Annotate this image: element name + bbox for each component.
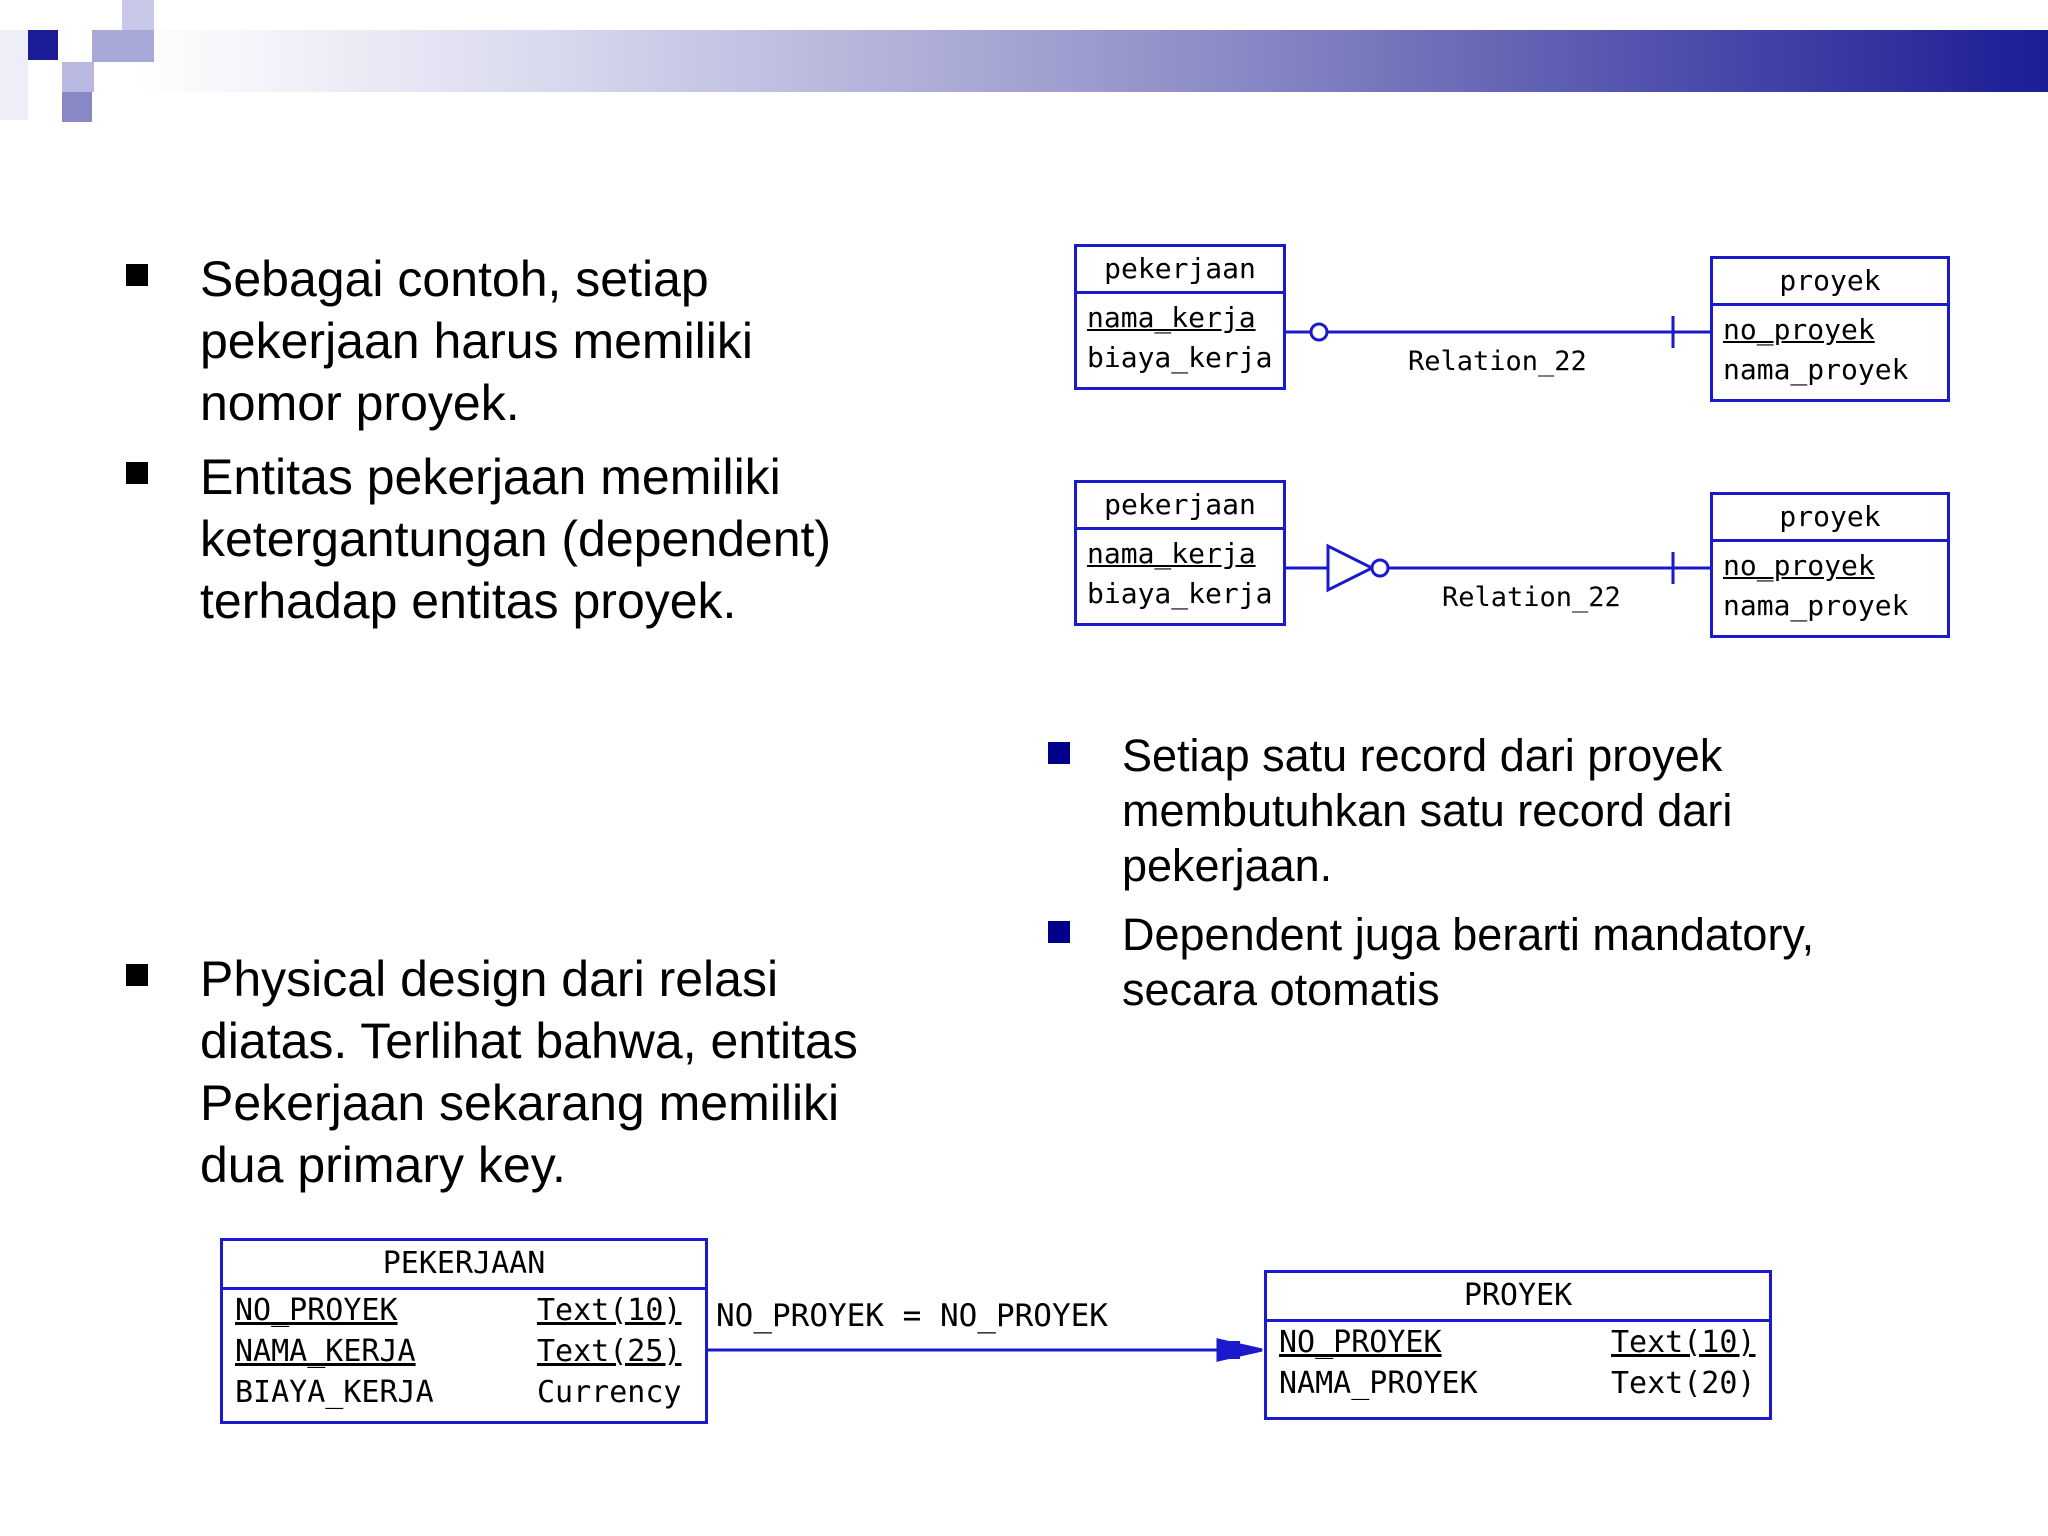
relation-label: Relation_22 — [1408, 346, 1587, 377]
bullet-item — [126, 446, 966, 632]
bullet-line: ketergantungan (dependent) — [200, 511, 832, 567]
physical-bullet — [126, 948, 986, 1196]
entity-attribute: nama_proyek — [1723, 353, 1909, 386]
table-proyek — [1264, 1270, 1772, 1420]
header-square-light — [122, 0, 154, 30]
bullet-line: terhadap entitas proyek. — [200, 573, 737, 629]
entity-title: proyek — [1713, 259, 1947, 306]
column-name: NAMA_KERJA — [235, 1334, 416, 1369]
column-type: Text(25) — [537, 1334, 682, 1369]
bullet-line: Entitas pekerjaan memiliki — [200, 449, 781, 505]
bullet-item — [126, 948, 986, 1196]
column-type: Text(10) — [1611, 1325, 1756, 1360]
column-name: NAMA_PROYEK — [1279, 1366, 1478, 1401]
bullet-line: Dependent juga berarti mandatory, — [1122, 909, 1815, 960]
column-type: Text(10) — [537, 1293, 682, 1328]
optional-circle-marker — [1372, 560, 1388, 576]
entity-title: pekerjaan — [1077, 483, 1283, 530]
bullet-line: nomor proyek. — [200, 375, 520, 431]
bullet-full-text — [0, 0, 1, 1]
bullet-line: Setiap satu record dari proyek — [1122, 730, 1723, 781]
header-square-light — [92, 30, 154, 62]
bullet-item — [126, 248, 966, 434]
entity-attribute: nama_kerja — [1087, 537, 1256, 570]
bullet-line: Sebagai contoh, setiap — [200, 251, 709, 307]
table-row — [223, 1290, 705, 1331]
bullet-square — [126, 462, 148, 484]
entity-attribute: no_proyek — [1723, 313, 1875, 346]
dependent-triangle-marker — [1328, 546, 1372, 590]
table-row — [1267, 1322, 1769, 1363]
table-row — [223, 1331, 705, 1372]
table-title: PROYEK — [1267, 1273, 1769, 1322]
bullet-line: secara otomatis — [1122, 964, 1440, 1015]
optional-circle-marker — [1311, 324, 1327, 340]
bullet-square — [1048, 742, 1070, 764]
bullet-line: Pekerjaan sekarang memiliki — [200, 1075, 840, 1131]
entity-proyek — [1710, 492, 1950, 638]
entity-title: pekerjaan — [1077, 247, 1283, 294]
column-name: NO_PROYEK — [235, 1293, 398, 1328]
header-square-light — [62, 62, 94, 92]
bullet-line: dua primary key. — [200, 1137, 566, 1193]
bullet-item — [1048, 728, 2028, 893]
entity-attribute: biaya_kerja — [1087, 577, 1273, 610]
column-type: Currency — [537, 1375, 682, 1410]
join-label: NO_PROYEK = NO_PROYEK — [716, 1298, 1108, 1334]
entity-pekerjaan — [1074, 480, 1286, 626]
column-name: NO_PROYEK — [1279, 1325, 1442, 1360]
relation-label: Relation_22 — [1442, 582, 1621, 613]
column-type: Text(20) — [1611, 1366, 1756, 1401]
header-gradient-bar — [135, 30, 2048, 92]
entity-attribute: nama_kerja — [1087, 301, 1256, 334]
er-diagram-2 — [1070, 476, 1960, 646]
header-square-light — [0, 30, 28, 120]
table-row — [1267, 1363, 1769, 1404]
reference-arrow-block — [1220, 1341, 1240, 1359]
table-row — [223, 1372, 705, 1413]
entity-title: proyek — [1713, 495, 1947, 542]
right-bullet-list — [1048, 728, 2028, 1017]
bullet-square — [1048, 921, 1070, 943]
bullet-item — [1048, 907, 2028, 1017]
er-diagram-1 — [1070, 240, 1960, 410]
physical-diagram — [218, 1236, 1778, 1426]
column-name: BIAYA_KERJA — [235, 1375, 434, 1410]
table-pekerjaan — [220, 1238, 708, 1424]
entity-pekerjaan — [1074, 244, 1286, 390]
bullet-square — [126, 964, 148, 986]
bullet-square — [126, 264, 148, 286]
bullet-line: pekerjaan harus memiliki — [200, 313, 754, 369]
entity-attribute: biaya_kerja — [1087, 341, 1273, 374]
bullet-line: membutuhkan satu record dari — [1122, 785, 1733, 836]
header-square-medium — [62, 92, 92, 122]
left-bullet-list — [126, 248, 966, 632]
entity-proyek — [1710, 256, 1950, 402]
entity-attribute: no_proyek — [1723, 549, 1875, 582]
bullet-line: diatas. Terlihat bahwa, entitas — [200, 1013, 858, 1069]
entity-attribute: nama_proyek — [1723, 589, 1909, 622]
table-title: PEKERJAAN — [223, 1241, 705, 1290]
header-square-dark — [28, 30, 58, 60]
bullet-line: pekerjaan. — [1122, 840, 1333, 891]
bullet-full-text-1 — [0, 0, 1, 1]
bullet-line: Physical design dari relasi — [200, 951, 779, 1007]
